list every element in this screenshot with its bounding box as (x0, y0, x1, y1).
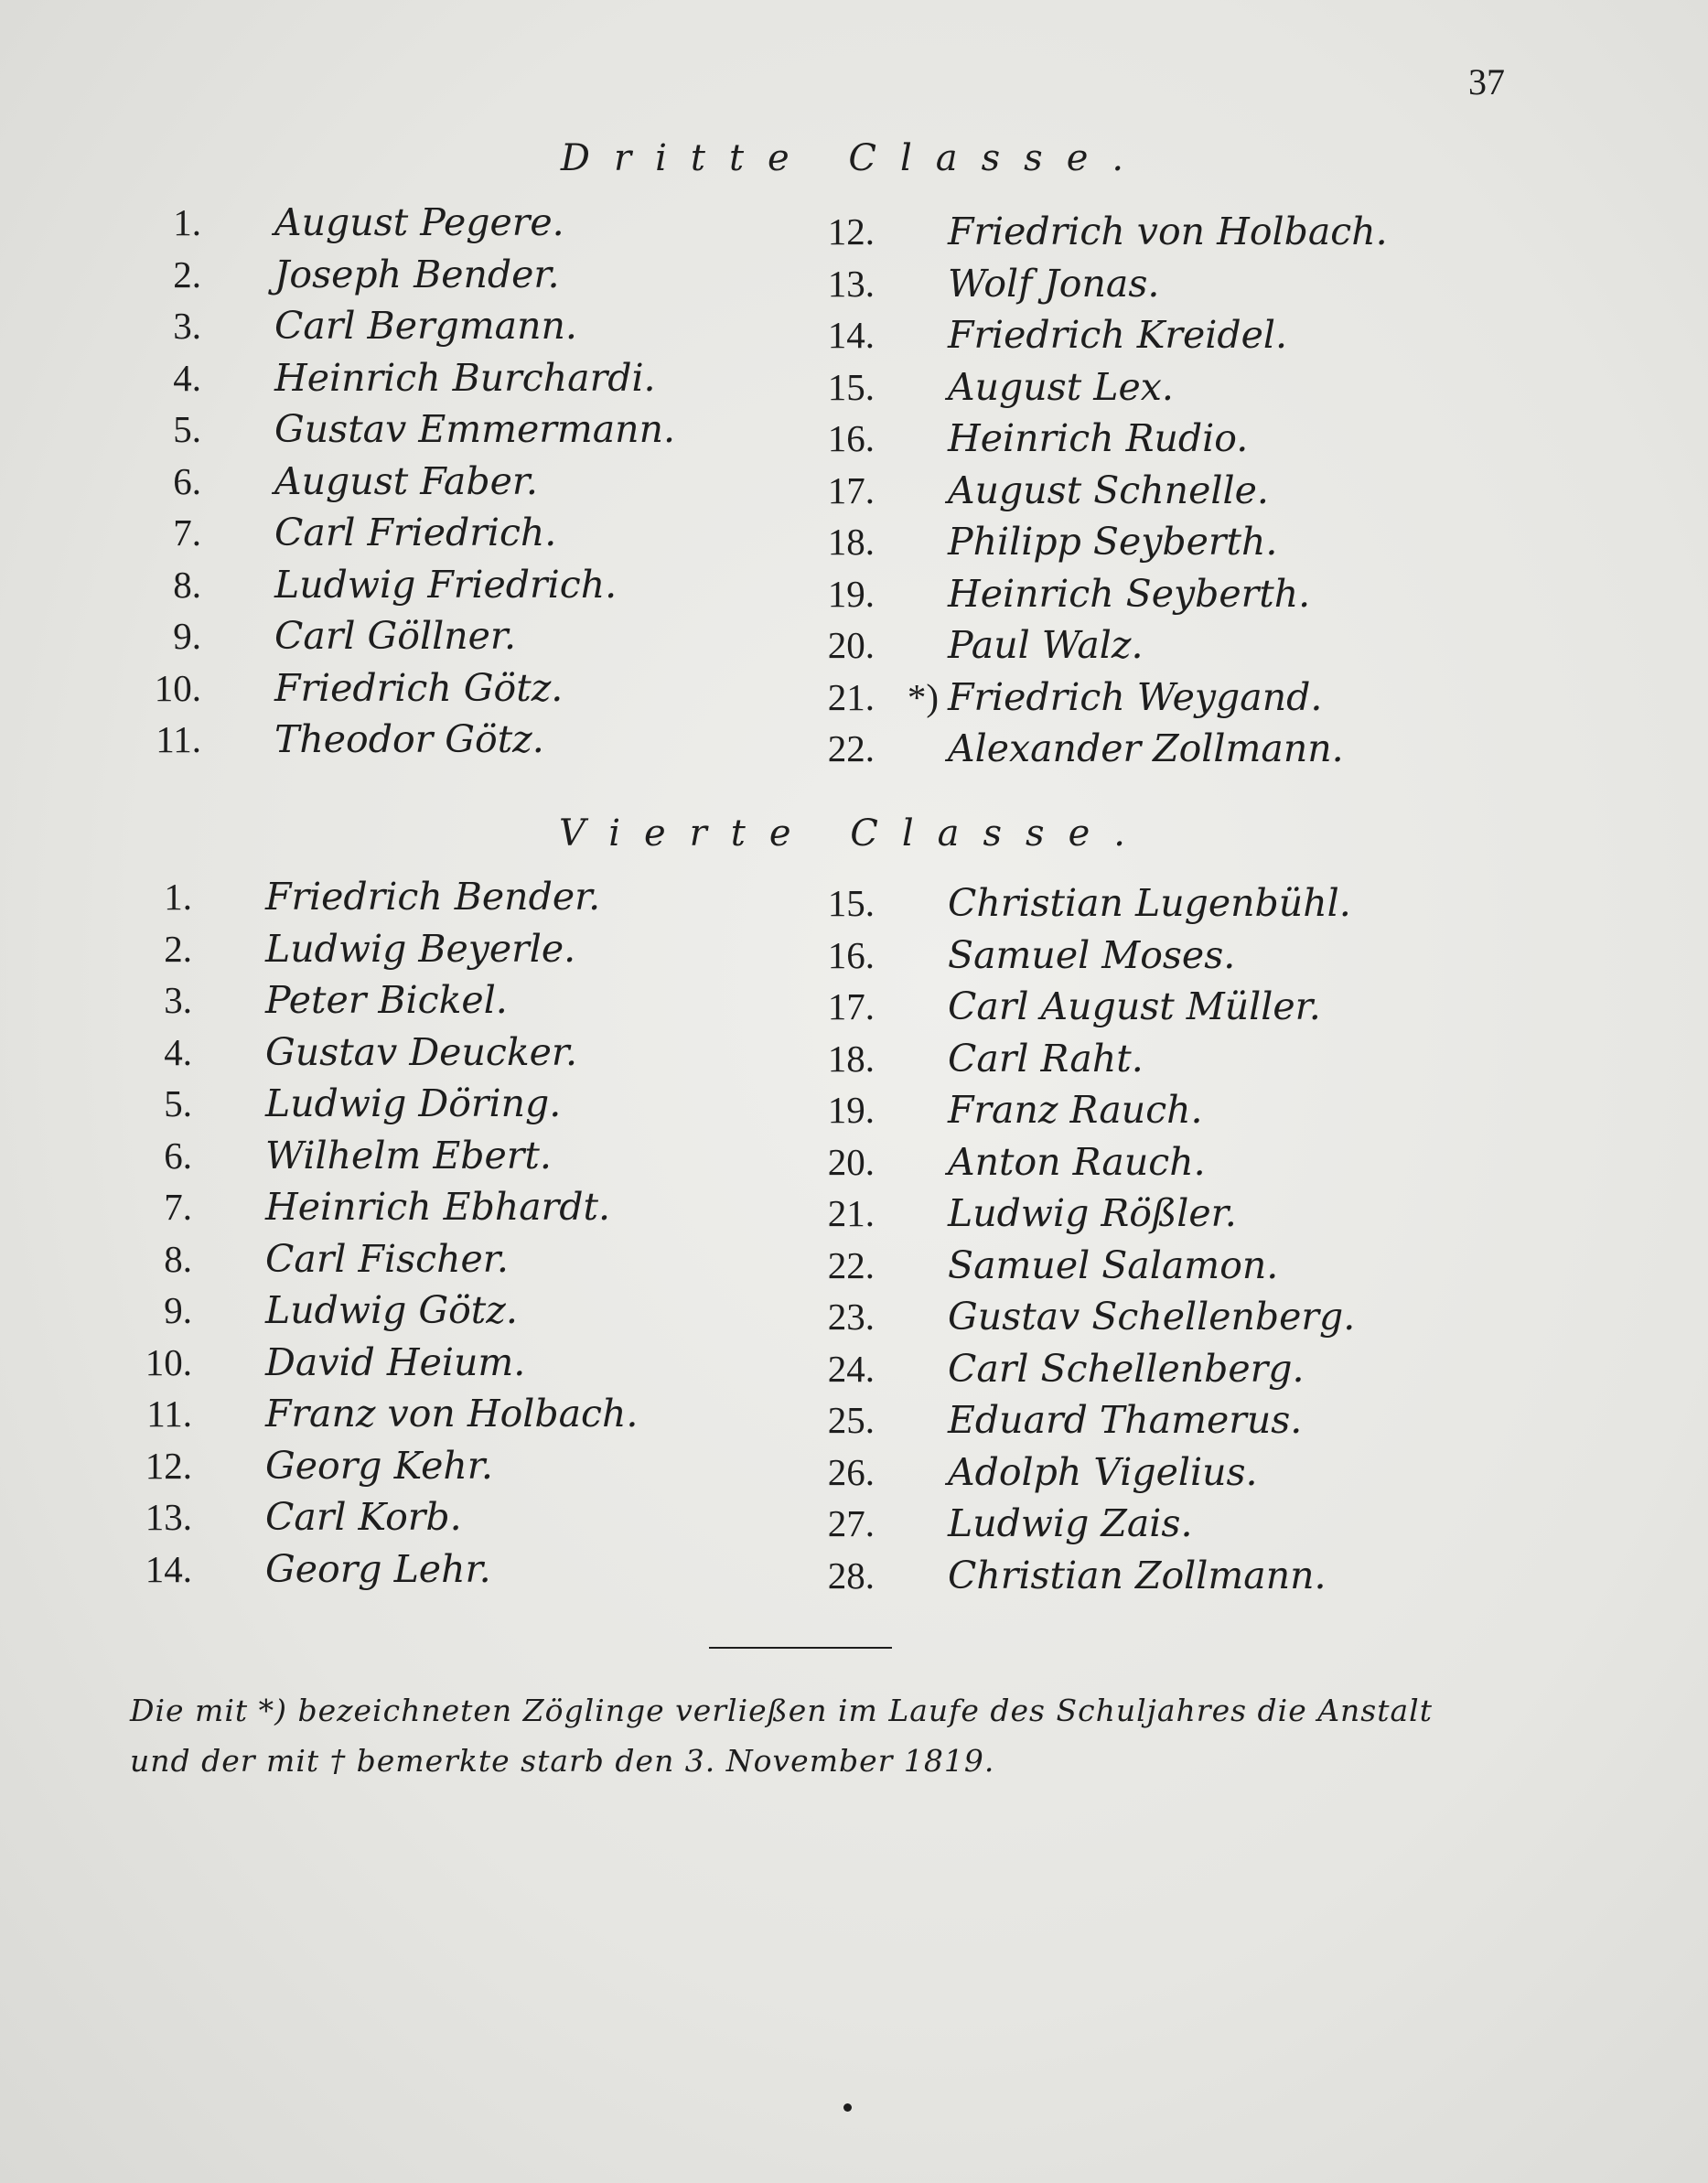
list-item (827, 261, 1160, 306)
student-name: Friedrich Bender. (265, 875, 601, 919)
list-item-number: 5. (164, 1082, 192, 1124)
list-item (827, 1190, 1237, 1236)
list-item (173, 458, 538, 504)
list-item (145, 1546, 491, 1592)
list-item-number: 10. (154, 667, 201, 709)
list-item-number: 27. (827, 1502, 875, 1544)
list-item (173, 562, 618, 608)
student-name: David Heium. (265, 1340, 526, 1384)
list-item (827, 1242, 1279, 1288)
student-name: Heinrich Seyberth. (948, 572, 1311, 616)
list-item (827, 312, 1288, 358)
list-item (173, 355, 656, 401)
student-name: Heinrich Rudio. (948, 416, 1249, 460)
list-item-number: 15. (827, 882, 875, 924)
student-name: Joseph Bender. (274, 253, 560, 296)
list-item (145, 1339, 526, 1385)
list-item (164, 1029, 578, 1075)
list-item-number: 12. (827, 210, 875, 253)
list-item-number: 11. (156, 718, 201, 760)
list-item-number: 20. (827, 1141, 875, 1183)
list-item (173, 303, 577, 349)
list-item (827, 880, 1351, 926)
list-item (154, 665, 564, 711)
list-item-number: 9. (164, 1289, 192, 1331)
list-item (164, 1184, 611, 1230)
list-item-number: 18. (827, 1038, 875, 1080)
student-name: Ludwig Rößler. (948, 1191, 1237, 1235)
list-item-number: 12. (145, 1445, 192, 1487)
list-item-number: 3. (164, 979, 192, 1021)
student-name: Franz von Holbach. (265, 1392, 639, 1436)
list-item-number: 16. (827, 934, 875, 976)
student-name: Gustav Emmermann. (274, 407, 676, 451)
list-item-number: 16. (827, 417, 875, 459)
list-item-number: 7. (173, 511, 201, 554)
student-name: Anton Rauch. (948, 1140, 1206, 1184)
list-item-number: 8. (173, 564, 201, 606)
list-item (827, 519, 1278, 565)
list-item-number: 18. (827, 521, 875, 563)
list-item-number: 24. (827, 1348, 875, 1390)
student-name: August Lex. (948, 365, 1174, 409)
student-name: Franz Rauch. (948, 1088, 1203, 1132)
list-item (827, 468, 1269, 513)
student-name: Wolf Jonas. (948, 262, 1160, 306)
student-name: Carl Friedrich. (274, 511, 557, 554)
list-item-number: 17. (827, 985, 875, 1027)
list-item-number: 19. (827, 1089, 875, 1131)
list-item (827, 415, 1249, 461)
student-name: Theodor Götz. (274, 717, 544, 761)
student-name: Carl Korb. (265, 1495, 462, 1539)
list-item (827, 1087, 1203, 1133)
student-name: Philipp Seyberth. (948, 520, 1278, 564)
list-item (145, 1494, 462, 1540)
list-item (156, 716, 544, 762)
page-number: 37 (1468, 61, 1505, 102)
list-item-number: 21. (827, 676, 875, 718)
list-item-number: 5. (173, 408, 201, 450)
footnote-line-2: und der mit † bemerkte starb den 3. November 1819. (130, 1743, 995, 1779)
student-name: Carl Bergmann. (274, 304, 577, 348)
footnote-marker: *) (907, 676, 939, 718)
student-name: Heinrich Burchardi. (274, 356, 656, 400)
list-item (173, 199, 564, 245)
list-item (164, 977, 508, 1023)
list-item-number: 22. (827, 727, 875, 769)
list-item-number: 7. (164, 1186, 192, 1228)
separator-rule (709, 1647, 892, 1649)
list-item (827, 209, 1388, 254)
list-item (173, 613, 517, 659)
student-name: Ludwig Beyerle. (265, 927, 576, 971)
list-item (827, 1553, 1327, 1598)
footnote-line-1: Die mit *) bezeichneten Zöglinge verließen im Laufe des Schuljahres die Anstalt (130, 1693, 1433, 1728)
student-name: Samuel Moses. (948, 933, 1236, 977)
list-item-number: 4. (173, 357, 201, 399)
student-name: Friedrich von Holbach. (948, 210, 1388, 253)
student-name: Friedrich Kreidel. (948, 313, 1288, 357)
list-item (827, 622, 1144, 668)
list-item (173, 510, 557, 555)
list-item-number: 1. (164, 876, 192, 918)
list-item-number: 6. (164, 1135, 192, 1177)
student-name: Peter Bickel. (265, 978, 508, 1022)
list-item (827, 571, 1311, 617)
list-item (827, 1139, 1206, 1185)
list-item-number: 28. (827, 1554, 875, 1597)
list-item-number: 15. (827, 366, 875, 408)
student-name: Ludwig Friedrich. (274, 563, 618, 607)
list-item-number: 13. (827, 263, 875, 305)
student-name: Carl August Müller. (948, 984, 1321, 1028)
list-item (827, 1500, 1193, 1546)
list-item-number: 8. (164, 1238, 192, 1280)
list-item-number: 17. (827, 469, 875, 511)
list-item-number: 3. (173, 305, 201, 347)
student-name: Georg Kehr. (265, 1444, 493, 1488)
list-item-number: 6. (173, 460, 201, 502)
student-name: Ludwig Götz. (265, 1288, 518, 1332)
student-name: Carl Fischer. (265, 1237, 509, 1281)
list-item (827, 1346, 1305, 1392)
list-item (173, 406, 676, 452)
list-item (164, 1236, 509, 1282)
student-name: August Pegere. (274, 200, 564, 244)
list-item-number: 21. (827, 1192, 875, 1234)
list-item-number: 2. (164, 928, 192, 970)
student-name: Gustav Deucker. (265, 1030, 578, 1074)
student-name: Heinrich Ebhardt. (265, 1185, 611, 1229)
list-item-number: 14. (145, 1548, 192, 1590)
student-name: Georg Lehr. (265, 1547, 491, 1591)
list-item (164, 926, 576, 972)
list-item (164, 874, 601, 919)
list-item (827, 1397, 1303, 1443)
list-item-number: 22. (827, 1244, 875, 1286)
list-item (827, 726, 1344, 771)
list-item-number: 19. (827, 573, 875, 615)
list-item-number: 10. (145, 1341, 192, 1383)
student-name: Ludwig Döring. (265, 1081, 562, 1125)
list-item-number: 14. (827, 314, 875, 356)
student-name: Samuel Salamon. (948, 1243, 1279, 1287)
list-item (146, 1391, 639, 1436)
list-item (827, 932, 1236, 978)
student-name: Ludwig Zais. (948, 1501, 1193, 1545)
student-name: Christian Zollmann. (948, 1554, 1327, 1597)
list-item (827, 364, 1174, 410)
list-item (827, 1036, 1144, 1081)
list-item (827, 1449, 1258, 1495)
list-item-number: 4. (164, 1031, 192, 1073)
student-name: Gustav Schellenberg. (948, 1295, 1356, 1339)
list-item-number: 25. (827, 1399, 875, 1441)
student-name: August Schnelle. (948, 468, 1269, 512)
student-name: Alexander Zollmann. (948, 726, 1344, 770)
page-dot (843, 2103, 852, 2112)
list-item (164, 1133, 552, 1178)
list-item (173, 252, 560, 297)
student-name: Carl Raht. (948, 1037, 1144, 1081)
list-item-number: 13. (145, 1496, 192, 1538)
student-name: Eduard Thamerus. (948, 1398, 1303, 1442)
student-name: August Faber. (274, 459, 538, 503)
student-name: Christian Lugenbühl. (948, 881, 1351, 925)
list-item-number: 9. (173, 615, 201, 657)
student-name: Paul Walz. (948, 623, 1144, 667)
section-heading-dritte-classe: Dritte Classe. (560, 137, 1148, 179)
list-item (827, 674, 1323, 720)
student-name: Carl Schellenberg. (948, 1347, 1305, 1391)
student-name: Adolph Vigelius. (948, 1450, 1258, 1494)
student-name: Wilhelm Ebert. (265, 1134, 552, 1178)
list-item (145, 1443, 493, 1489)
student-name: Friedrich Götz. (274, 666, 564, 710)
list-item-number: 11. (146, 1393, 192, 1435)
list-item (164, 1287, 518, 1333)
list-item (827, 1294, 1356, 1339)
list-item (827, 984, 1321, 1029)
list-item-number: 1. (173, 201, 201, 243)
list-item-number: 2. (173, 253, 201, 296)
student-name: Carl Göllner. (274, 614, 517, 658)
student-name: Friedrich Weygand. (948, 675, 1323, 719)
list-item-number: 26. (827, 1451, 875, 1493)
list-item-number: 23. (827, 1296, 875, 1338)
section-heading-vierte-classe: Vierte Classe. (559, 812, 1149, 855)
list-item (164, 1081, 562, 1126)
list-item-number: 20. (827, 624, 875, 666)
